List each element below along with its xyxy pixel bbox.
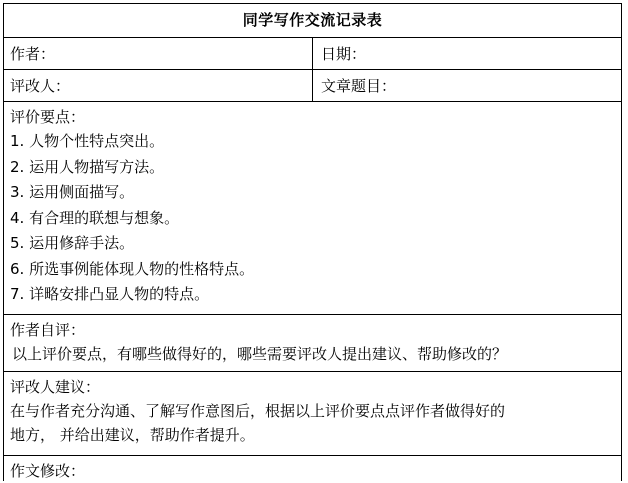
author-label: 作者：: [10, 45, 56, 63]
title-row: [4, 4, 621, 37]
evaluation-point: 5. 运用修辞手法。: [10, 234, 135, 252]
author-date-row: [4, 37, 621, 69]
evaluation-point: 6. 所选事例能体现人物的性格特点。: [10, 259, 255, 278]
reviewer-suggestion-label: 评改人建议：: [10, 378, 101, 396]
self-review-label: 作者自评：: [10, 321, 86, 339]
evaluation-point: 1. 人物个性特点突出。: [10, 132, 165, 150]
revision-label: 作文修改：: [10, 462, 86, 480]
table-title: 同学写作交流记录表: [242, 11, 383, 29]
article-title-label: 文章题目：: [321, 77, 397, 95]
evaluation-point: 2. 运用人物描写方法。: [10, 157, 165, 176]
evaluation-point: 3. 运用侧面描写。: [10, 183, 135, 201]
evaluation-point: 7. 详略安排凸显人物的特点。: [10, 285, 210, 303]
date-cell[interactable]: [313, 38, 621, 69]
evaluation-point: 4. 有合理的联想与想象。: [10, 208, 180, 227]
date-label: 日期：: [321, 45, 367, 63]
article-title-cell[interactable]: [313, 70, 621, 101]
self-review-text: 以上评价要点，有哪些做得好的，哪些需要评改人提出建议、帮助修改的？: [12, 345, 508, 363]
reviewer-suggestion-section: [4, 371, 621, 455]
evaluation-section: [4, 101, 621, 314]
record-table: [3, 3, 622, 481]
author-cell[interactable]: [4, 38, 313, 69]
reviewer-label: 评改人：: [10, 77, 71, 95]
reviewer-cell[interactable]: [4, 70, 313, 101]
evaluation-label: 评价要点：: [10, 108, 86, 126]
reviewer-suggestion-text-line2: 地方， 并给出建议，帮助作者提升。: [10, 426, 255, 444]
reviewer-title-row: [4, 69, 621, 101]
revision-section[interactable]: [4, 455, 621, 482]
reviewer-suggestion-text-line1: 在与作者充分沟通、了解写作意图后，根据以上评价要点点评作者做得好的: [10, 402, 506, 420]
self-review-section: [4, 314, 621, 371]
